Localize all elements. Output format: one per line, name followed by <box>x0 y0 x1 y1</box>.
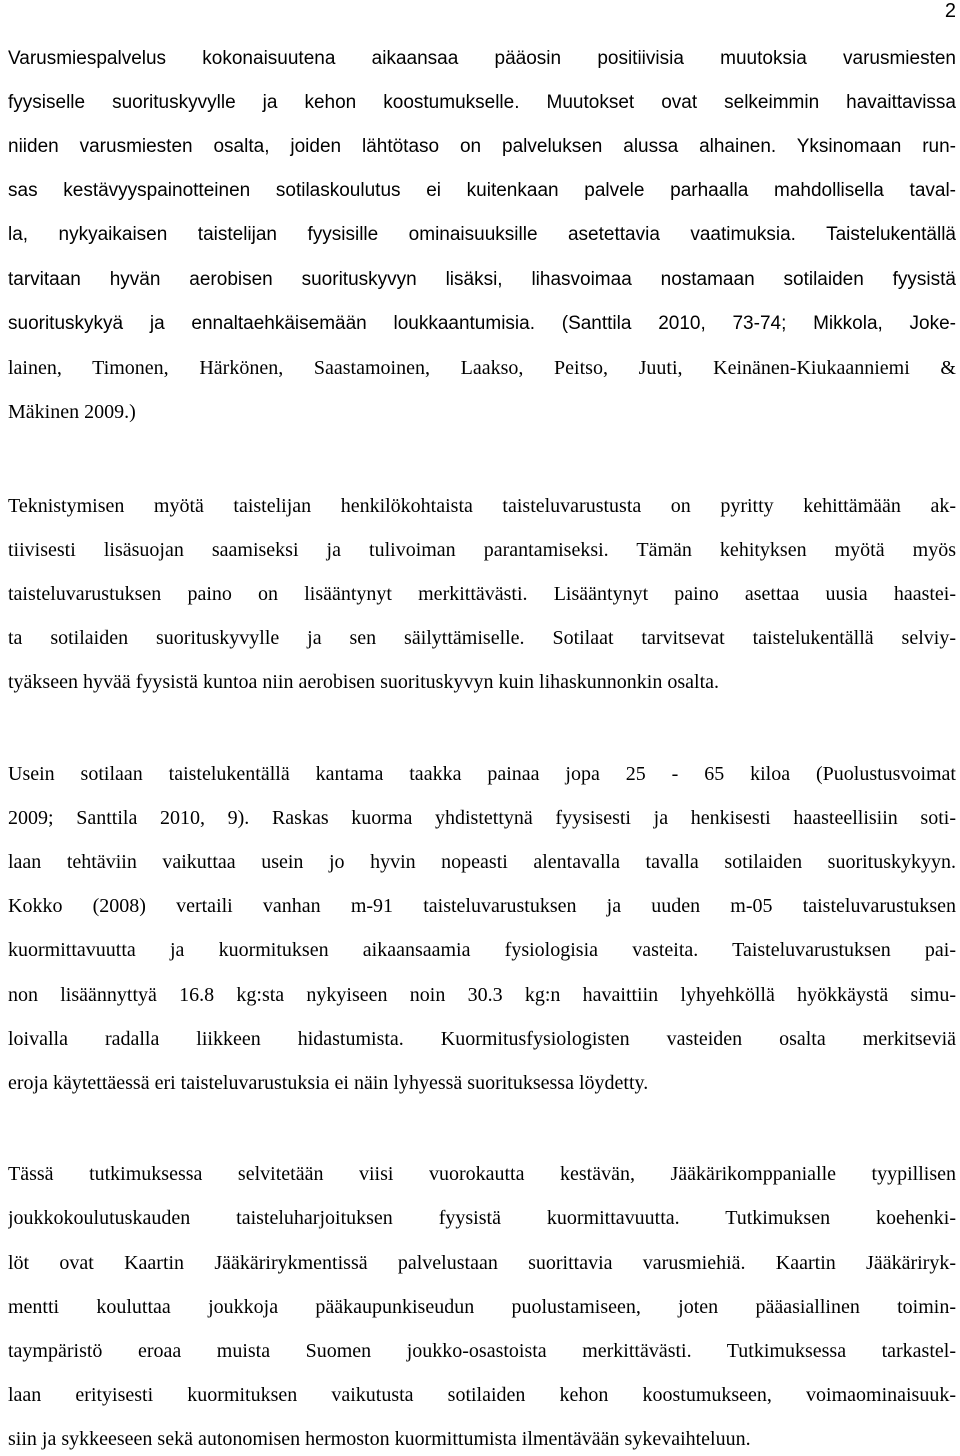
text-line: niiden varusmiesten osalta, joiden lähtötaso on palveluksen alussa alhainen. Yksinomaan run- <box>8 136 956 157</box>
text-line: tarvitaan hyvän aerobisen suorituskyvyn lisäksi, lihasvoimaa nostamaan sotilaiden fyysistä <box>8 269 956 290</box>
text-line: Usein sotilaan taistelukentällä kantama taakka painaa jopa 25 - 65 kiloa (Puolustusvoimat <box>8 763 956 785</box>
text-line: taisteluvarustuksen paino on lisääntynyt merkittävästi. Lisääntynyt paino asettaa uusia haastei- <box>8 583 956 605</box>
text-line: Teknistymisen myötä taistelijan henkilökohtaista taisteluvarustusta on pyritty kehittämään ak- <box>8 495 956 517</box>
text-line: tyäkseen hyvää fyysistä kuntoa niin aerobisen suorituskyvyn kuin lihaskunnonkin osalta. <box>8 671 719 693</box>
text-line: taympäristö eroaa muista Suomen joukko-osastoista merkittävästi. Tutkimuksessa tarkastel- <box>8 1340 956 1362</box>
text-line: Mäkinen 2009.) <box>8 401 136 423</box>
text-line: siin ja sykkeeseen sekä autonomisen hermoston kuormittumista ilmentävään sykevaihteluun. <box>8 1428 751 1450</box>
text-line: fyysiselle suorituskyvylle ja kehon koostumukselle. Muutokset ovat selkeimmin havaittavissa <box>8 92 956 113</box>
text-line: Kokko (2008) vertaili vanhan m-91 taisteluvarustuksen ja uuden m-05 taisteluvarustuksen <box>8 895 956 917</box>
text-line: löt ovat Kaartin Jääkärirykmentissä palvelustaan suorittavia varusmiehiä. Kaartin Jääkäriryk- <box>8 1252 956 1274</box>
text-line: ta sotilaiden suorituskyvylle ja sen säilyttämiselle. Sotilaat tarvitsevat taistelukentällä selviy- <box>8 627 956 649</box>
text-line: mentti kouluttaa joukkoja pääkaupunkiseudun puolustamiseen, joten pääasiallinen toimin- <box>8 1296 956 1318</box>
text-line: lainen, Timonen, Härkönen, Saastamoinen, Laakso, Peitso, Juuti, Keinänen-Kiukaanniemi & <box>8 357 956 379</box>
text-line: la, nykyaikaisen taistelijan fyysisille ominaisuuksille asetettavia vaatimuksia. Taistelukentällä <box>8 224 956 245</box>
text-line: laan erityisesti kuormituksen vaikutusta sotilaiden kehon koostumukseen, voimaominaisuuk- <box>8 1384 956 1406</box>
text-line: Varusmiespalvelus kokonaisuutena aikaansaa pääosin positiivisia muutoksia varusmiesten <box>8 48 956 69</box>
text-line: eroja käytettäessä eri taisteluvarustuksia ei näin lyhyessä suorituksessa löydetty. <box>8 1072 649 1094</box>
text-line: suorituskykyä ja ennaltaehkäisemään loukkaantumisia. (Santtila 2010, 73-74; Mikkola, Joke- <box>8 313 956 334</box>
text-line: Tässä tutkimuksessa selvitetään viisi vuorokautta kestävän, Jääkärikomppanialle tyypillisen <box>8 1163 956 1185</box>
text-line: joukkokoulutuskauden taisteluharjoituksen fyysistä kuormittavuutta. Tutkimuksen koehenki- <box>8 1207 956 1229</box>
text-line: laan tehtäviin vaikuttaa usein jo hyvin nopeasti alentavalla tavalla sotilaiden suorituskykyyn. <box>8 851 956 873</box>
text-line: loivalla radalla liikkeen hidastumista. Kuormitusfysiologisten vasteiden osalta merkitseviä <box>8 1028 956 1050</box>
text-line: sas kestävyyspainotteinen sotilaskoulutus ei kuitenkaan palvele parhaalla mahdollisella taval- <box>8 180 956 201</box>
text-line: 2009; Santtila 2010, 9). Raskas kuorma yhdistettynä fyysisesti ja henkisesti haasteellisiin soti- <box>8 807 956 829</box>
text-line: non lisäännyttyä 16.8 kg:sta nykyiseen noin 30.3 kg:n havaittiin lyhyehköllä hyökkäystä simu- <box>8 984 956 1006</box>
page-number: 2 <box>944 0 956 22</box>
text-line: kuormittavuutta ja kuormituksen aikaansaamia fysiologisia vasteita. Taisteluvarustuksen pai- <box>8 939 956 961</box>
text-line: tiivisesti lisäsuojan saamiseksi ja tulivoiman parantamiseksi. Tämän kehityksen myötä myös <box>8 539 956 561</box>
